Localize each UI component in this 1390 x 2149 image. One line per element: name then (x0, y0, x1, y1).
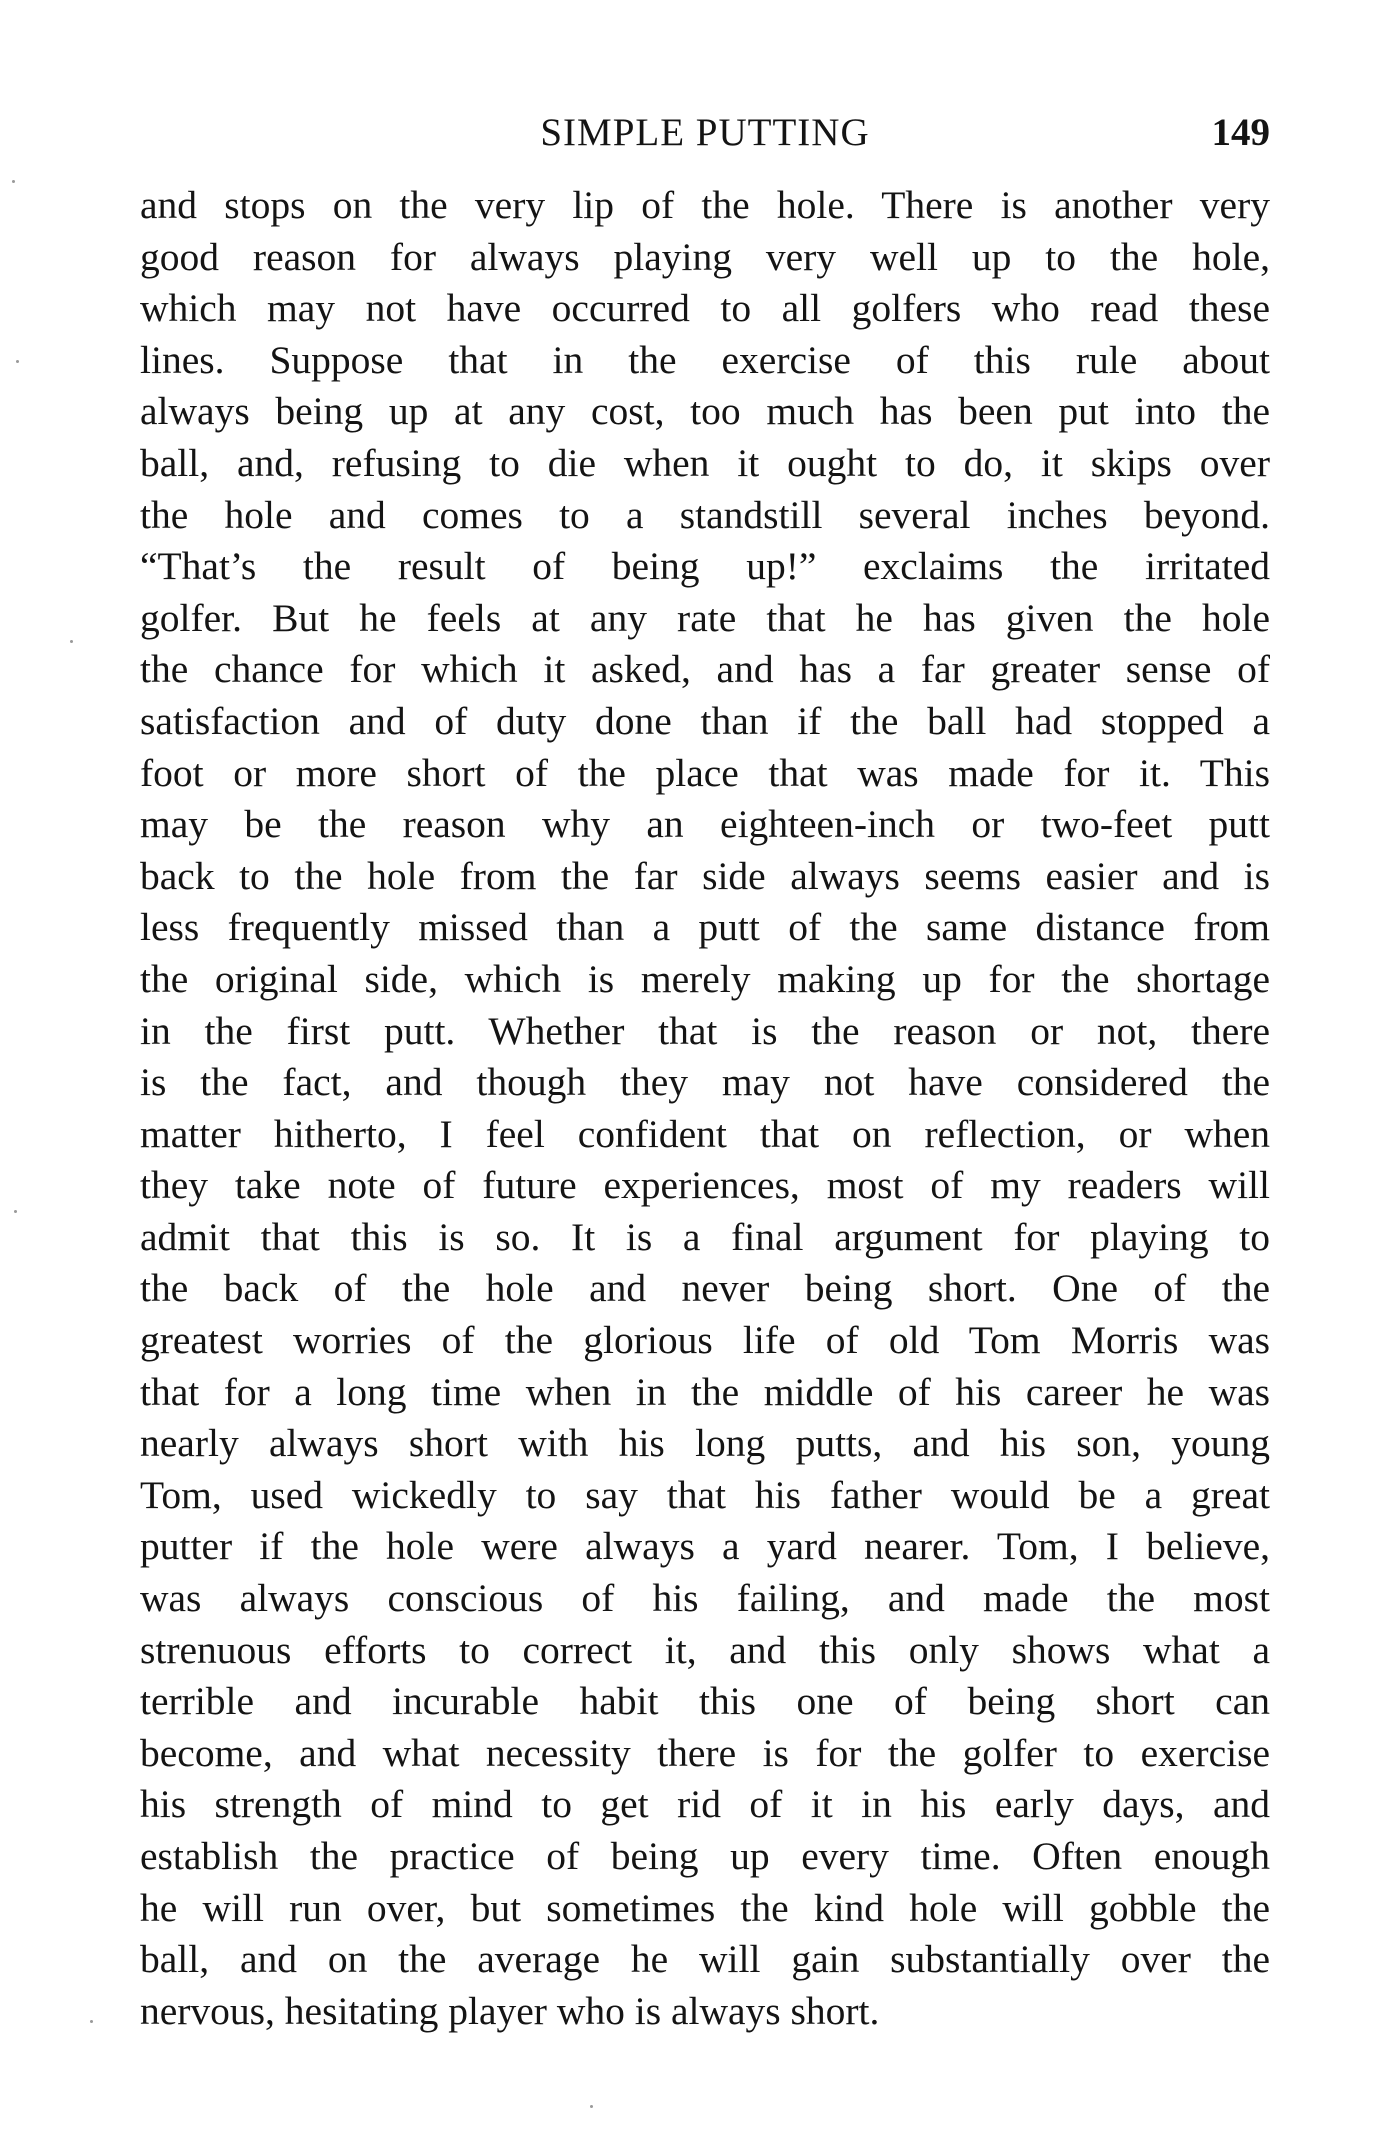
text-line: putter if the hole were always a yard nearer. Tom, I believe, (140, 1524, 1270, 1569)
text-line: less frequently missed than a putt of the same distance from (140, 905, 1270, 950)
text-line: become, and what necessity there is for the golfer to exercise (140, 1730, 1270, 1775)
running-title: SIMPLE PUTTING (540, 111, 870, 154)
text-line: ball, and on the average he will gain substantially over the (140, 1937, 1270, 1982)
text-line: the chance for which it asked, and has a far greater sense of (140, 647, 1270, 692)
text-line: terrible and incurable habit this one of being short can (140, 1679, 1270, 1724)
text-line: nervous, hesitating player who is always short. (140, 1988, 880, 2033)
text-line: is the fact, and though they may not have considered the (140, 1060, 1270, 1105)
text-line: which may not have occurred to all golfers who read these (140, 286, 1270, 331)
paper-speck (16, 360, 19, 363)
text-line: Tom, used wickedly to say that his father would be a great (140, 1472, 1270, 1517)
body-paragraph (140, 180, 1270, 2037)
text-line: he will run over, but sometimes the kind hole will gobble the (140, 1885, 1270, 1930)
text-line: his strength of mind to get rid of it in his early days, and (140, 1782, 1270, 1827)
text-line: they take note of future experiences, most of my readers will (140, 1163, 1270, 1208)
text-line: greatest worries of the glorious life of old Tom Morris was (140, 1318, 1270, 1363)
text-line: foot or more short of the place that was made for it. This (140, 750, 1270, 795)
text-line: good reason for always playing very well up to the hole, (140, 234, 1270, 279)
text-line: in the first putt. Whether that is the reason or not, there (140, 1008, 1270, 1053)
text-line: matter hitherto, I feel confident that on reflection, or when (140, 1111, 1270, 1156)
paper-speck (70, 640, 73, 643)
text-line: the back of the hole and never being short. One of the (140, 1266, 1270, 1311)
text-line: was always conscious of his failing, and made the most (140, 1576, 1270, 1621)
paper-speck (590, 2105, 593, 2108)
text-line: back to the hole from the far side always seems easier and is (140, 853, 1270, 898)
paper-speck (14, 1210, 17, 1213)
text-line: admit that this is so. It is a final argument for playing to (140, 1214, 1270, 1259)
text-line: satisfaction and of duty done than if the ball had stopped a (140, 698, 1270, 743)
text-line: the hole and comes to a standstill several inches beyond. (140, 492, 1270, 537)
text-line: nearly always short with his long putts, and his son, young (140, 1421, 1270, 1466)
text-line: lines. Suppose that in the exercise of this rule about (140, 337, 1270, 382)
text-line: always being up at any cost, too much has been put into the (140, 389, 1270, 434)
page-number: 149 (1211, 111, 1270, 154)
text-line: the original side, which is merely making up for the shortage (140, 956, 1270, 1001)
running-head (140, 108, 1270, 168)
paper-speck (90, 2020, 93, 2023)
text-line: that for a long time when in the middle of his career he was (140, 1369, 1270, 1414)
text-line: may be the reason why an eighteen-inch or two-feet putt (140, 802, 1270, 847)
text-line: ball, and, refusing to die when it ought to do, it skips over (140, 440, 1270, 485)
text-line: strenuous efforts to correct it, and this only shows what a (140, 1627, 1270, 1672)
paper-speck (12, 180, 15, 183)
text-line: golfer. But he feels at any rate that he has given the hole (140, 595, 1270, 640)
text-line: “That’s the result of being up!” exclaims the irritated (140, 544, 1270, 589)
text-line: and stops on the very lip of the hole. There is another very (140, 183, 1270, 227)
text-line: establish the practice of being up every time. Often enough (140, 1834, 1270, 1878)
